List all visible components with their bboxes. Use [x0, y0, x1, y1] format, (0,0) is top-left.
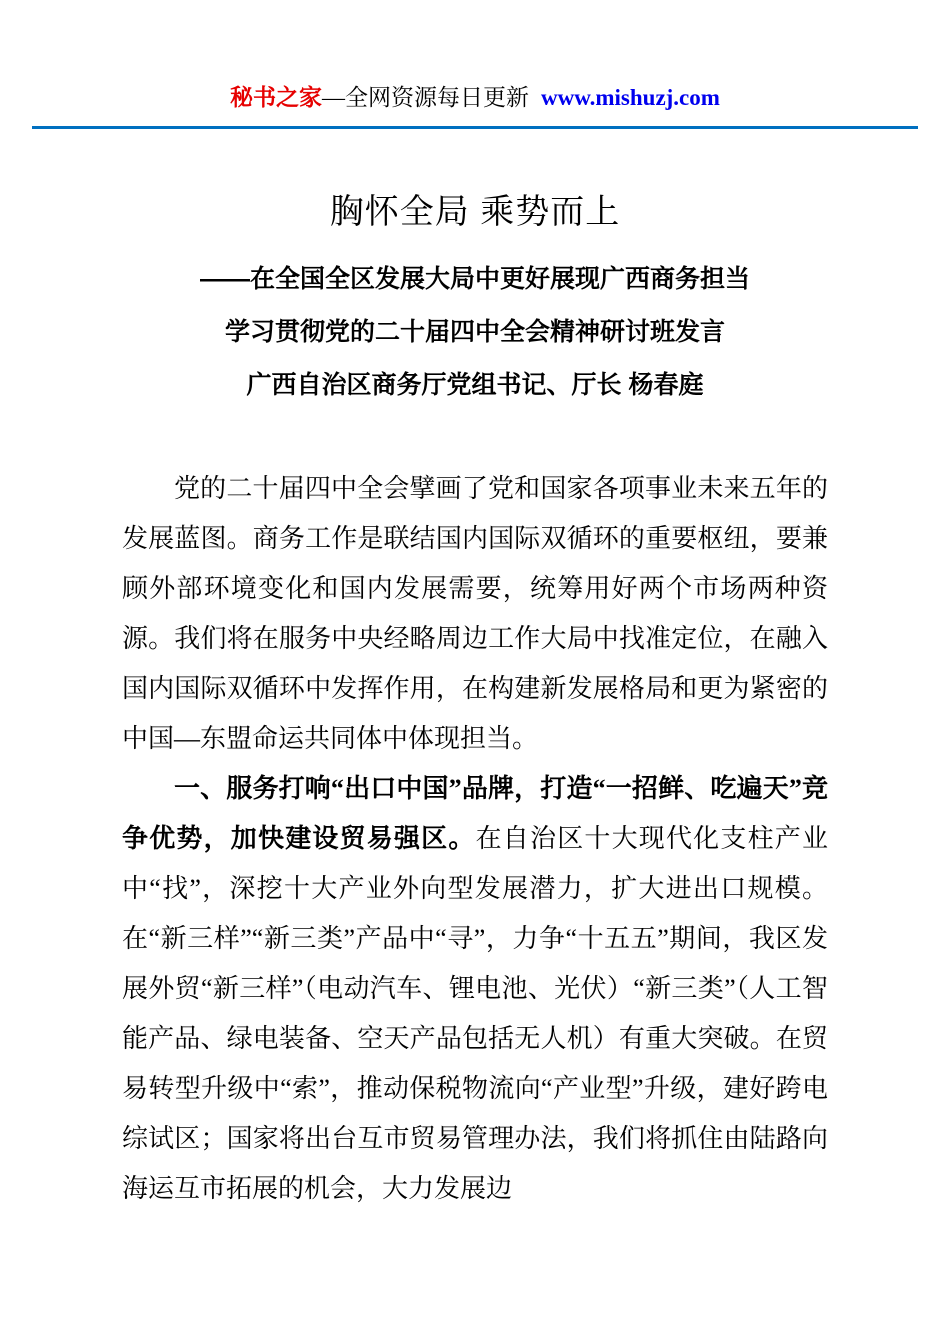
site-brand: 秘书之家	[230, 85, 323, 110]
document-body	[122, 464, 828, 1214]
header-divider	[32, 126, 918, 129]
document-title: 胸怀全局 乘势而上	[329, 192, 621, 231]
site-url-link[interactable]: www.mishuzj.com	[541, 85, 720, 110]
subtitle-author-line: 广西自治区商务厅党组书记、厅长 杨春庭	[246, 370, 704, 399]
document-content	[0, 184, 950, 1214]
document-subtitles	[122, 253, 828, 412]
text-run: 党的二十届四中全会擘画了党和国家各项事业未来五年的发展蓝图。商务工作是联结国内国际双循环的重要枢纽，要兼顾外部环境变化和国内发展需要，统筹用好两个市场两种资源。我们将在服务中央经略周边工作大局中找准定位，在融入国内国际双循环中发挥作用，在构建新发展格局和更为紧密的中国—东盟命运共同体中体现担当。	[122, 473, 828, 753]
site-tagline: —全网资源每日更新	[322, 85, 530, 110]
subtitle-line-2: 学习贯彻党的二十届四中全会精神研讨班发言	[224, 317, 725, 346]
text-run: 在自治区十大现代化支柱产业中“找”，深挖十大产业外向型发展潜力，扩大进出口规模。在“新三样”“新三类”产品中“寻”，力争“十五五”期间，我区发展外贸“新三样”（电动汽车、锂电池、光伏）“新三类”（人工智能产品、绿电装备、空天产品包括无人机）有重大突破。在贸易转型升级中“索”，推动保税物流向“产业型”升级，建好跨电综试区；国家将出台互市贸易管理办法，我们将抓住由陆路向海运互市拓展的机会，大力发展边	[122, 823, 828, 1203]
site-header	[0, 0, 950, 113]
paragraph	[122, 764, 828, 1214]
subtitle-line-1: ——在全国全区发展大局中更好展现广西商务担当	[199, 264, 750, 293]
paragraph	[122, 464, 828, 764]
paragraph-lead-bold: 一、服务打响“出口中国”品牌，打造“一招鲜、吃遍天”竞争优势，加快建设贸易强区。	[122, 773, 828, 853]
